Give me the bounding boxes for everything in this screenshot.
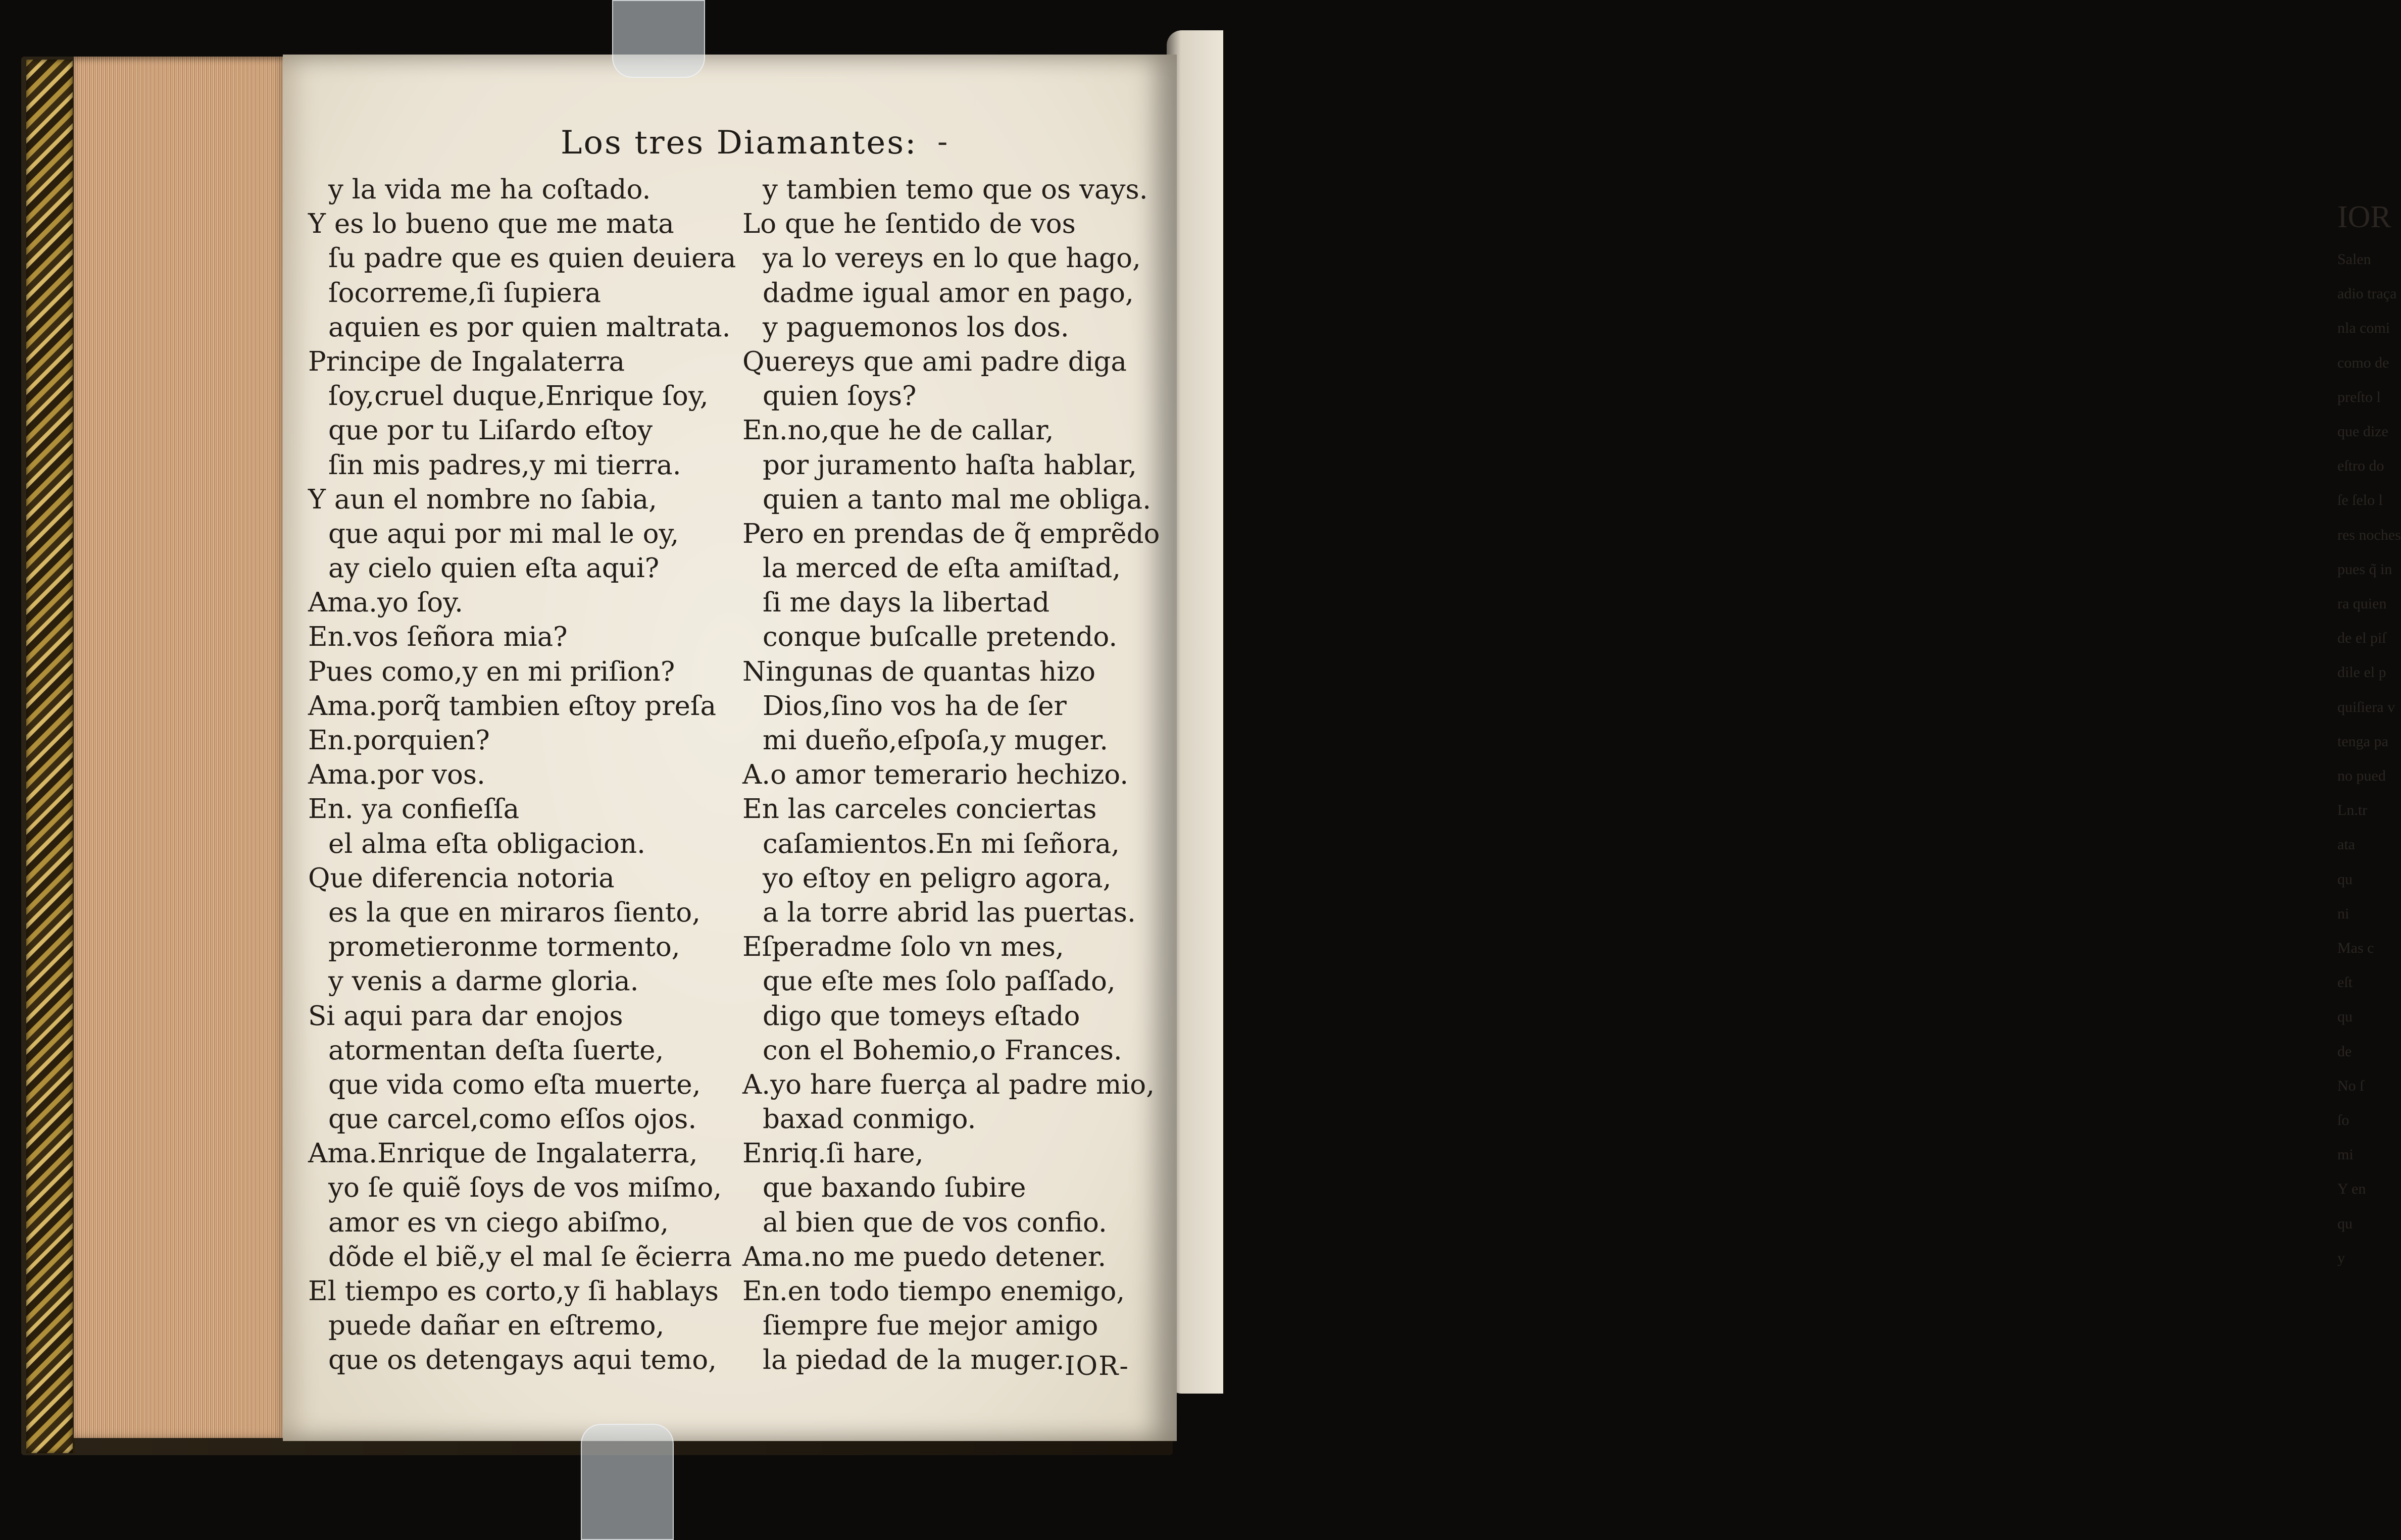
verse-line: la merced de eſta amiſtad, — [763, 553, 1121, 584]
verse-line: la piedad de la muger. — [763, 1345, 1065, 1376]
verse-line: que baxando ſubire — [763, 1172, 1026, 1204]
facing-page-fragment: qu — [2337, 870, 2353, 888]
verse-line: y paguemonos los dos. — [763, 312, 1069, 343]
verse-line: Ningunas de quantas hizo — [742, 656, 1096, 687]
facing-page-fragment: eſtro do — [2337, 457, 2384, 475]
verse-line: ay cielo quien eſta aqui? — [328, 553, 660, 584]
catchword: IOR- — [1065, 1351, 1129, 1381]
header-dash: - — [937, 124, 948, 160]
verse-line: que vida como eſta muerte, — [328, 1069, 701, 1100]
verse-line: dõde el biẽ,y el mal ſe ẽcierra — [328, 1241, 732, 1272]
verse-line: que os detengays aqui temo, — [328, 1345, 717, 1376]
verse-line: A.yo hare fuerça al padre mio, — [742, 1069, 1155, 1100]
facing-page-fragment: tenga pa — [2337, 733, 2388, 750]
facing-page-fragment: ſo — [2337, 1112, 2349, 1129]
verse-line: A.o amor temerario hechizo. — [742, 759, 1129, 791]
verse-line: Pues como,y en mi priſion? — [308, 656, 675, 687]
right-column — [742, 173, 1172, 1378]
verse-line: yo eſtoy en peligro agora, — [763, 862, 1112, 894]
verse-line: ſi me days la libertad — [763, 587, 1050, 619]
verse-line: que carcel,como eſſos ojos. — [328, 1104, 697, 1135]
verse-line: quien ſoys? — [763, 381, 917, 412]
verse-line: mi dueño,eſpoſa,y muger. — [763, 725, 1109, 756]
facing-page-fragment: como de — [2337, 354, 2389, 371]
running-header: Los tres Diamantes: — [561, 124, 918, 162]
facing-page-fragment: ſe ſelo l — [2337, 492, 2383, 509]
verse-line: En.no,que he de callar, — [742, 415, 1054, 446]
verse-line: amor es vn ciego abiſmo, — [328, 1207, 669, 1238]
verse-line: caſamientos.En mi ſeñora, — [763, 828, 1120, 859]
facing-page-fragment: mi — [2337, 1146, 2354, 1163]
verse-line: Ama.por vos. — [308, 759, 485, 791]
verse-line: conque buſcalle pretendo. — [763, 622, 1118, 653]
left-column — [308, 173, 747, 1378]
verse-line: Ama.no me puedo detener. — [742, 1241, 1107, 1272]
verse-line: puede dañar en eſtremo, — [328, 1310, 665, 1342]
verse-line: por juramento haſta hablar, — [763, 449, 1137, 481]
verse-line: Ama.yo ſoy. — [308, 587, 463, 619]
verse-line: y tambien temo que os vays. — [763, 174, 1148, 205]
facing-page-fragment: ata — [2337, 836, 2355, 853]
verse-line: Dios,ſino vos ha de ſer — [763, 690, 1067, 722]
facing-page-fragment: ni — [2337, 905, 2349, 922]
facing-page-fragment: eſt — [2337, 974, 2353, 991]
facing-page-fragment: quiſiera v — [2337, 698, 2395, 715]
verse-line: baxad conmigo. — [763, 1104, 976, 1135]
verse-line: digo que tomeys eſtado — [763, 1000, 1080, 1032]
verse-line: ſiempre fue mejor amigo — [763, 1310, 1098, 1342]
verse-line: a la torre abrid las puertas. — [763, 897, 1136, 928]
verse-line: dadme igual amor en pago, — [763, 277, 1134, 309]
facing-page-fragment: Y en — [2337, 1180, 2366, 1198]
verse-line: al bien que de vos confio. — [763, 1207, 1107, 1238]
facing-page-fragment: Salen — [2337, 251, 2371, 268]
verse-line: que por tu Liſardo eſtoy — [328, 415, 653, 446]
page-clip-top — [612, 0, 705, 78]
facing-page-fragment: dile el p — [2337, 664, 2386, 681]
verse-line: ſu padre que es quien deuiera — [328, 243, 736, 274]
facing-page-fragment: que dize — [2337, 423, 2388, 440]
verse-line: ſocorreme,ſi ſupiera — [328, 277, 601, 309]
facing-page-fragment: qu — [2337, 1008, 2353, 1025]
facing-page-fragment: res noches — [2337, 526, 2401, 543]
verse-line: Enriq.ſi hare, — [742, 1138, 924, 1169]
verse-line: Eſperadme ſolo vn mes, — [742, 932, 1064, 963]
verse-line: Quereys que ami padre diga — [742, 346, 1127, 377]
verse-line: En.en todo tiempo enemigo, — [742, 1276, 1125, 1307]
verse-line: En. ya confieſſa — [308, 794, 520, 825]
facing-page-fragment: Mas c — [2337, 940, 2374, 957]
verse-line: Que diferencia notoria — [308, 862, 615, 894]
verse-line: Ama.porq̃ tambien eſtoy preſa — [308, 690, 717, 722]
verse-line: aquien es por quien maltrata. — [328, 312, 731, 343]
verse-line: ya lo vereys en lo que hago, — [763, 243, 1141, 274]
verse-line: ſin mis padres,y mi tierra. — [328, 449, 681, 481]
page-clip-bottom — [581, 1424, 674, 1540]
facing-page-fragment: nla comi — [2337, 320, 2390, 337]
verse-line: ſoy,cruel duque,Enrique ſoy, — [328, 381, 709, 412]
verse-line: prometieronme tormento, — [328, 932, 680, 963]
verse-line: En las carceles conciertas — [742, 794, 1097, 825]
verse-line: Si aqui para dar enojos — [308, 1000, 623, 1032]
verse-line: Pero en prendas de q̃ emprẽdo — [742, 518, 1160, 549]
verse-line: yo ſe quiẽ ſoys de vos miſmo, — [328, 1172, 722, 1204]
verse-line: Ama.Enrique de Ingalaterra, — [308, 1138, 698, 1169]
facing-page-fragment: IOR — [2337, 200, 2391, 234]
verse-line: el alma eſta obligacion. — [328, 828, 645, 859]
verse-line: Y es lo bueno que me mata — [308, 209, 674, 240]
page-edges — [74, 57, 286, 1438]
verse-line: con el Bohemio,o Frances. — [763, 1035, 1122, 1066]
facing-page-text — [2337, 192, 2401, 1394]
facing-page-fragment: y — [2337, 1249, 2345, 1266]
gilt-border-decoration — [26, 60, 75, 1453]
verse-line: atormentan deſta ſuerte, — [328, 1035, 664, 1066]
facing-page-fragment: Ln.tr — [2337, 802, 2368, 819]
verse-line: Principe de Ingalaterra — [308, 346, 625, 377]
verse-line: y la vida me ha coſtado. — [328, 174, 651, 205]
facing-page-fragment: adio traça — [2337, 285, 2397, 302]
facing-page-fragment: de — [2337, 1043, 2352, 1060]
facing-page-fragment: qu — [2337, 1215, 2353, 1232]
verse-line: Y aun el nombre no ſabia, — [308, 484, 657, 515]
verse-line: que eſte mes ſolo paſſado, — [763, 966, 1116, 997]
facing-page-fragment: No ſ — [2337, 1077, 2364, 1094]
facing-page-fragment: preſto l — [2337, 388, 2381, 405]
facing-page-fragment: ra quien — [2337, 595, 2387, 612]
facing-page-fragment: pues q̃ in — [2337, 560, 2392, 578]
verse-line: es la que en miraros ſiento, — [328, 897, 701, 928]
facing-page-fragment: no pued — [2337, 767, 2386, 785]
verse-line: En.porquien? — [308, 725, 490, 756]
verse-line: Lo que he ſentido de vos — [742, 209, 1076, 240]
verse-line: y venis a darme gloria. — [328, 966, 639, 997]
verse-line: quien a tanto mal me obliga. — [763, 484, 1152, 515]
facing-page-fragment: de el piſ — [2337, 630, 2386, 647]
verse-line: El tiempo es corto,y ſi hablays — [308, 1276, 719, 1307]
verse-line: que aqui por mi mal le oy, — [328, 518, 679, 549]
verse-line: En.vos ſeñora mia? — [308, 622, 568, 653]
